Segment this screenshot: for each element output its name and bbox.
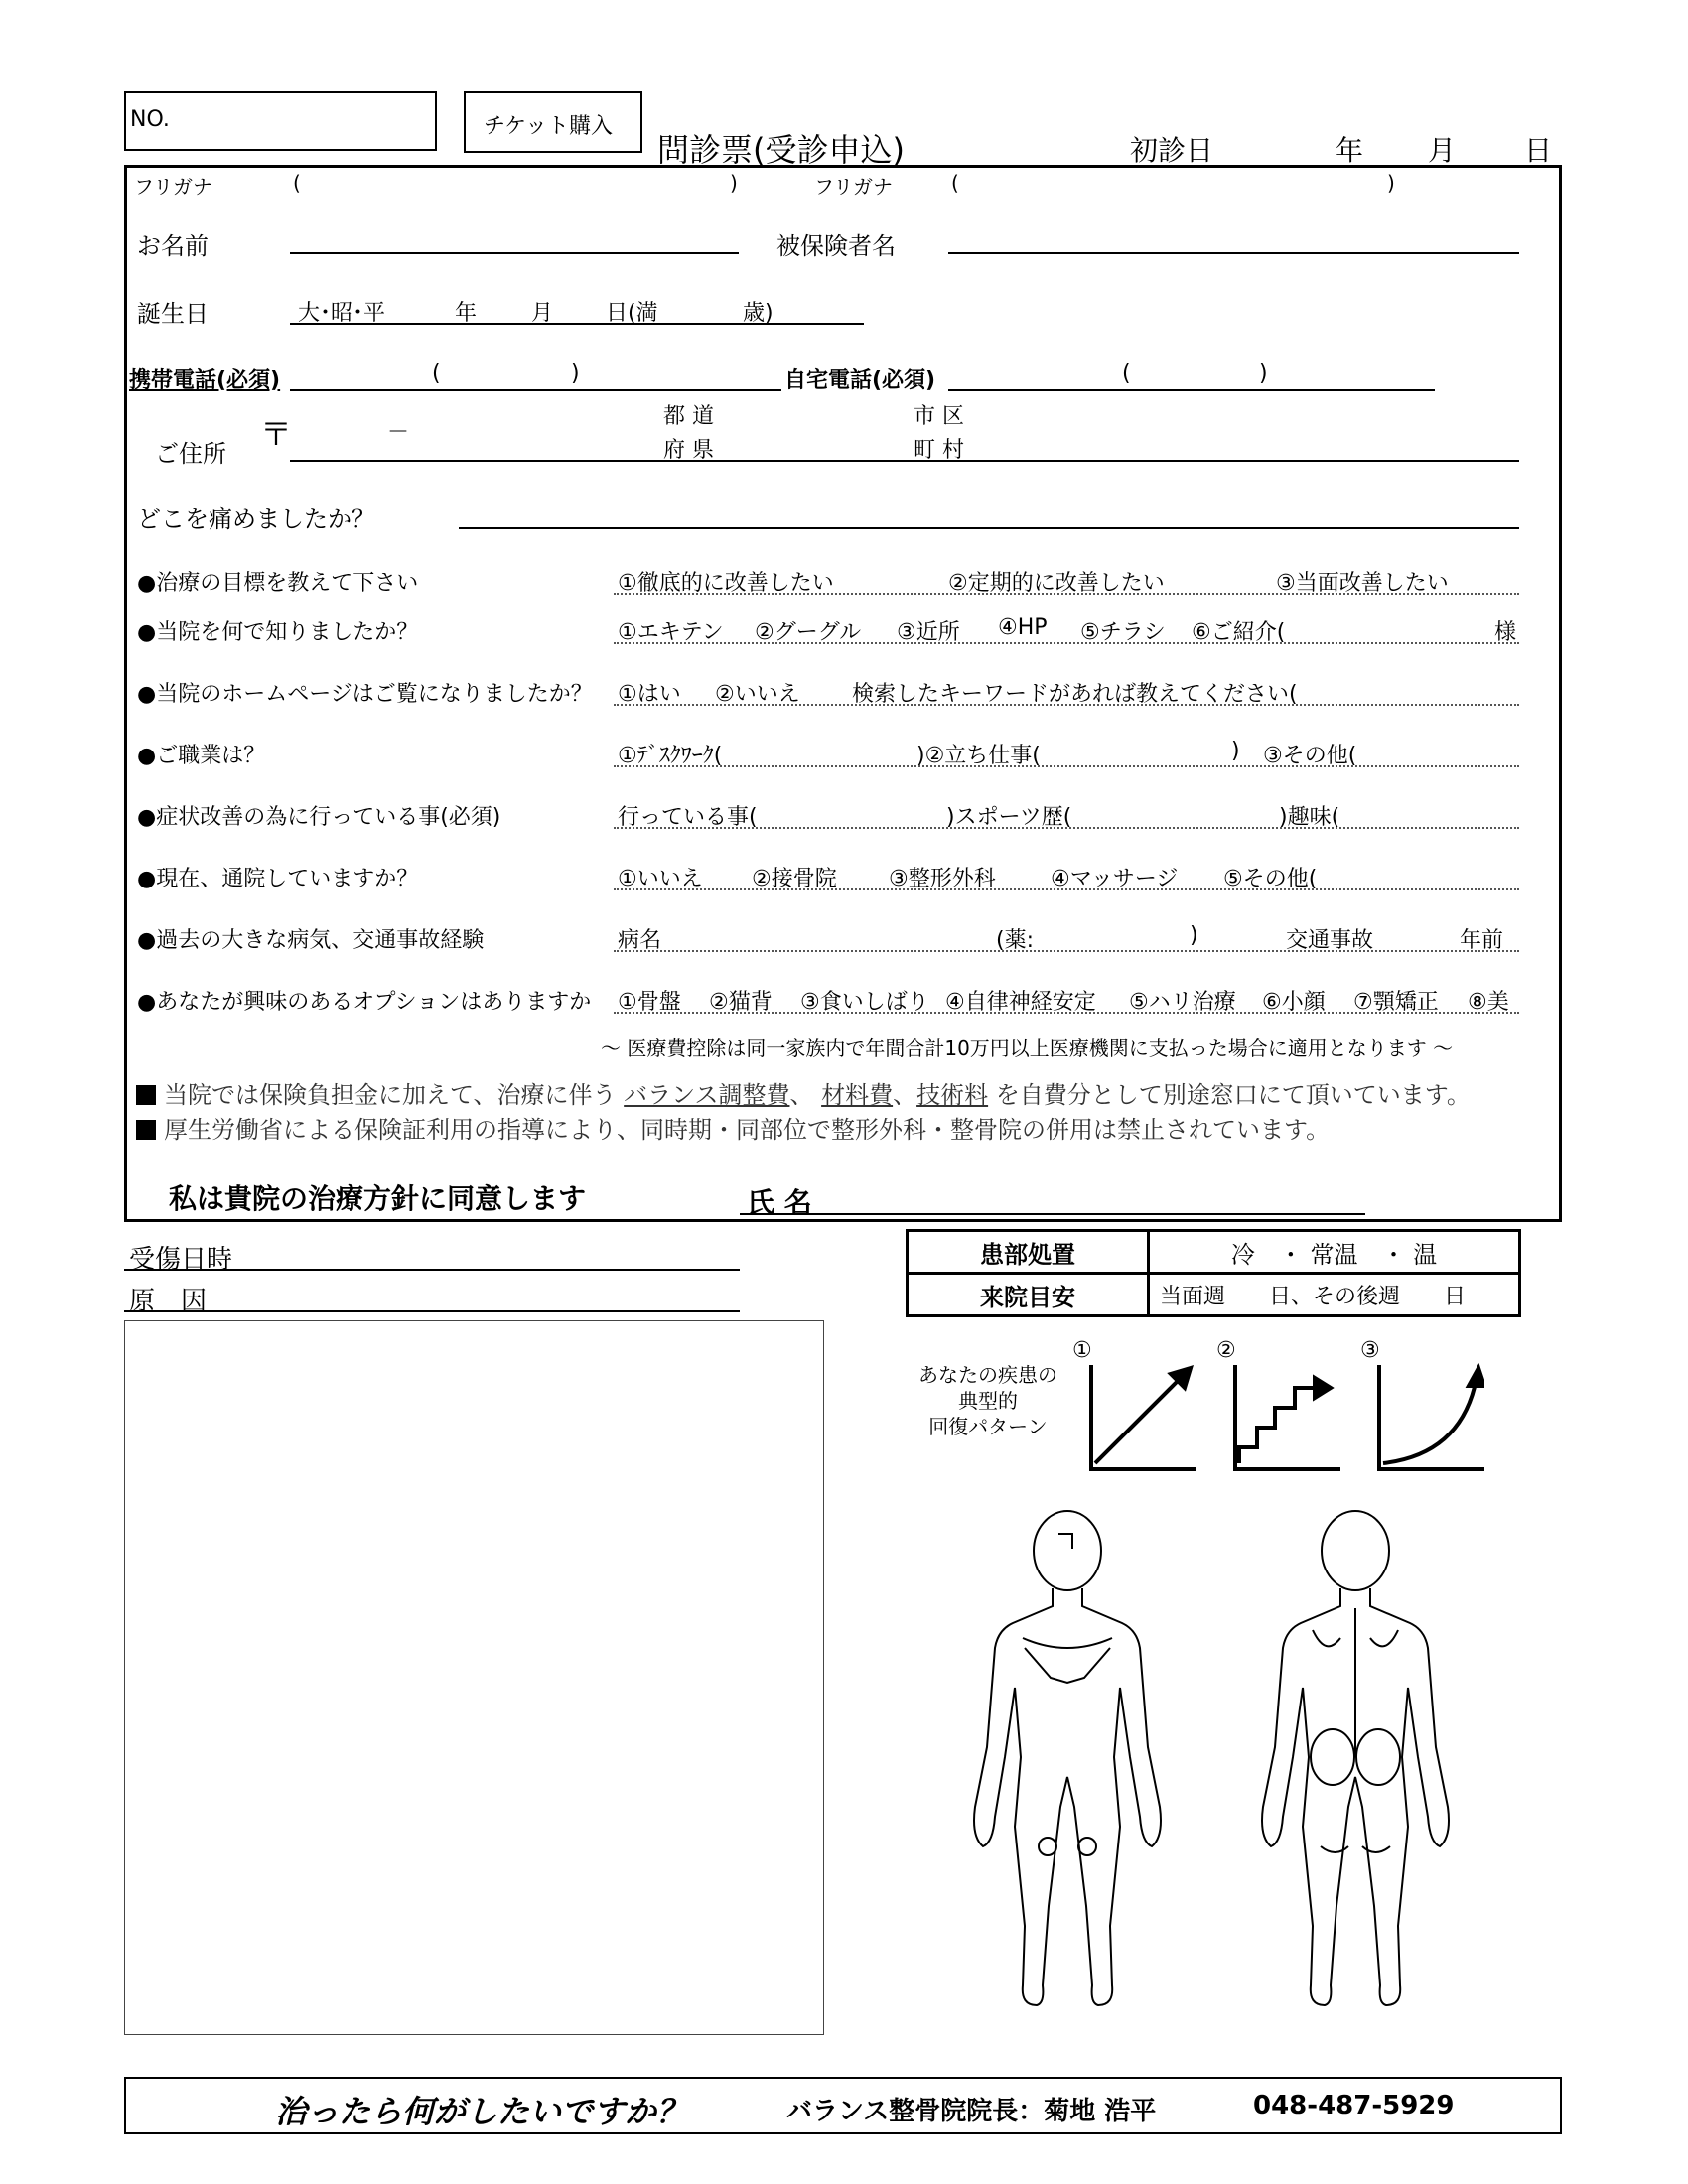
goal-option-3[interactable]: ③当面改善したい	[1276, 571, 1449, 596]
page-title: 問診票(受診申込)	[657, 131, 905, 169]
occupation-paren-close: )	[1231, 739, 1240, 763]
body-front-icon[interactable]	[953, 1509, 1182, 2015]
question-options: ●あなたが興味のあるオプションはありますか	[137, 990, 592, 1015]
insured-input[interactable]	[948, 252, 1519, 254]
treatment-table	[906, 1229, 1521, 1317]
fee-note	[136, 1075, 1471, 1110]
agreement-text: 私は貴院の治療方針に同意します	[169, 1182, 587, 1215]
occupation-dotted-line	[614, 765, 1519, 767]
homepage-option-no[interactable]: ②いいえ	[715, 682, 800, 707]
mobile-paren-close: )	[571, 361, 580, 386]
history-medicine-label: (薬:	[996, 928, 1034, 953]
mobile-paren-open: (	[432, 361, 441, 386]
furigana-paren-close: )	[730, 171, 738, 195]
clinic-dotted-line	[614, 888, 1519, 890]
history-dotted-line[interactable]	[614, 950, 1519, 952]
option-pelvis[interactable]: ①骨盤	[618, 990, 681, 1013]
pattern-caption-line-2: 典型的	[958, 1389, 1018, 1413]
self-care-sports[interactable]: )スポーツ歴(	[946, 805, 1072, 830]
no-label: NO.	[130, 107, 170, 132]
insured-furigana-label: フリガナ	[814, 175, 893, 199]
injury-date-input[interactable]	[124, 1269, 740, 1271]
birth-month: 月	[531, 301, 554, 326]
self-care-activities[interactable]: 行っている事(	[618, 805, 758, 830]
question-current-clinic: ●現在、通院していますか？	[137, 867, 419, 891]
option-acupuncture[interactable]: ⑤ハリ治療	[1129, 990, 1236, 1013]
options-dotted-line	[614, 1012, 1519, 1014]
linear-recovery-icon	[1091, 1365, 1196, 1469]
option-small-face[interactable]: ⑥小顔	[1262, 990, 1326, 1013]
treat-label: 患部処置	[908, 1231, 1149, 1274]
homepage-dotted-line[interactable]	[614, 704, 1519, 706]
history-disease-label: 病名	[618, 928, 662, 953]
ticket-purchase-label: チケット購入	[484, 114, 614, 139]
ministry-note-text: 厚生労働省による保険証利用の指導により、同時期・同部位で整形外科・整骨院の併用は禁止されています。	[164, 1116, 1331, 1144]
occupation-option-other[interactable]: ③その他(	[1263, 744, 1357, 768]
prefecture-bottom: 府 県	[663, 438, 714, 463]
fee-item-material: 材料費	[821, 1081, 894, 1109]
prefecture-top: 都 道	[663, 404, 714, 429]
postal-dash: －	[387, 420, 410, 445]
address-input[interactable]	[290, 460, 1519, 462]
source-option-6[interactable]: ⑥ご紹介(	[1192, 620, 1286, 645]
question-source: ●当院を何で知りましたか？	[137, 620, 419, 645]
goal-option-2[interactable]: ②定期的に改善したい	[948, 571, 1165, 596]
source-option-4[interactable]: ④HP	[998, 615, 1048, 640]
pattern-caption-line-1: あなたの疾患の	[918, 1363, 1057, 1387]
option-posture[interactable]: ②猫背	[709, 990, 773, 1013]
option-beauty[interactable]: ⑧美	[1468, 990, 1509, 1013]
home-phone-input[interactable]	[948, 389, 1435, 391]
pattern-caption-line-3: 回復パターン	[928, 1415, 1048, 1438]
pattern-number-1: ①	[1072, 1338, 1092, 1363]
first-visit-year: 年	[1336, 134, 1364, 167]
homepage-keyword-label: 検索したキーワードがあれば教えてください(	[852, 682, 1298, 707]
birth-label: 誕生日	[137, 300, 209, 328]
where-hurt-input[interactable]	[459, 527, 1519, 529]
goal-dotted-line	[614, 593, 1519, 595]
clinic-option-5[interactable]: ⑤その他(	[1223, 867, 1318, 891]
source-option-3[interactable]: ③近所	[897, 620, 960, 645]
fee-note-post: を自費分として別途窓口にて頂いています。	[995, 1081, 1471, 1109]
option-jaw[interactable]: ⑦顎矯正	[1353, 990, 1439, 1013]
cause-input[interactable]	[124, 1310, 740, 1312]
self-care-dotted-line	[614, 827, 1519, 829]
signature-input[interactable]	[740, 1213, 1365, 1215]
birth-input[interactable]	[290, 323, 864, 325]
source-option-5[interactable]: ⑤チラシ	[1080, 620, 1166, 645]
furigana-label: フリガナ	[134, 175, 212, 199]
birth-era: 大･昭･平	[298, 301, 386, 326]
source-dotted-line	[614, 642, 1519, 644]
mobile-label: 携帯電話(必須)	[129, 368, 281, 393]
where-hurt-label: どこを痛めましたか？	[137, 505, 375, 533]
stepwise-recovery-icon	[1235, 1365, 1340, 1469]
fee-sep-1: 、	[789, 1081, 814, 1109]
clinic-option-3[interactable]: ③整形外科	[889, 867, 996, 891]
city-bottom: 町 村	[914, 438, 964, 463]
fee-item-balance: バランス調整費	[624, 1081, 790, 1109]
square-bullet-icon	[136, 1085, 156, 1105]
home-phone-label: 自宅電話(必須)	[784, 368, 936, 393]
history-years-ago: 年前	[1460, 928, 1504, 953]
first-visit-label: 初診日	[1130, 134, 1214, 167]
body-back-icon[interactable]	[1241, 1509, 1470, 2015]
history-medicine-close: )	[1190, 923, 1198, 948]
fee-item-technical: 技術料	[916, 1081, 989, 1109]
question-self-care: ●症状改善の為に行っている事(必須)	[137, 805, 501, 830]
source-option-1[interactable]: ①エキテン	[618, 620, 724, 645]
square-bullet-icon	[136, 1120, 156, 1140]
pattern-caption	[909, 1362, 1067, 1439]
option-clenching[interactable]: ③食いしばり	[800, 990, 929, 1013]
footer-phone: 048-487-5929	[1253, 2091, 1455, 2120]
birth-age-close: 歳)	[743, 301, 774, 326]
question-goal: ●治療の目標を教えて下さい	[137, 571, 419, 596]
fee-sep-2: 、	[893, 1081, 917, 1109]
insured-furigana-paren-close: )	[1387, 171, 1395, 195]
no-field[interactable]	[124, 91, 437, 151]
cause-label: 原 因	[129, 1287, 208, 1316]
insured-furigana-paren-open: (	[951, 171, 959, 195]
footer-question: 治ったら何がしたいですか？	[275, 2093, 689, 2130]
first-visit-month: 月	[1428, 134, 1457, 167]
visit-value[interactable]: 当面週 日、その後週 日	[1149, 1274, 1520, 1316]
history-accident-label: 交通事故	[1286, 928, 1374, 953]
injury-date-label: 受傷日時	[129, 1245, 233, 1275]
home-paren-open: (	[1122, 361, 1131, 386]
footer-clinic: バランス整骨院院長：菊地 浩平	[786, 2097, 1157, 2126]
question-homepage: ●当院のホームページはご覧になりましたか？	[137, 682, 593, 707]
home-paren-close: )	[1259, 361, 1268, 386]
birth-age-open: 日(満	[606, 301, 658, 326]
postal-mark: 〒	[260, 415, 293, 453]
treat-options[interactable]: 冷 ・ 常温 ・ 温	[1149, 1231, 1520, 1274]
goal-option-1[interactable]: ①徹底的に改善したい	[618, 571, 834, 596]
signature-label: 氏 名	[747, 1186, 812, 1219]
homepage-option-yes[interactable]: ①はい	[618, 682, 681, 707]
source-honorific: 様	[1494, 620, 1517, 645]
birth-year: 年	[455, 301, 478, 326]
source-option-2[interactable]: ②グーグル	[755, 620, 862, 645]
fee-note-pre: 当院では保険負担金に加えて、治療に伴う	[164, 1081, 617, 1109]
recovery-pattern-graphs	[1087, 1360, 1484, 1474]
options-row	[614, 981, 1519, 1013]
notes-area[interactable]	[124, 1320, 824, 2035]
name-input[interactable]	[290, 252, 739, 254]
furigana-paren-open: (	[293, 171, 301, 195]
insured-label: 被保険者名	[776, 232, 896, 260]
question-history: ●過去の大きな病気、交通事故経験	[137, 928, 485, 953]
name-label: お名前	[137, 232, 209, 260]
first-visit-day: 日	[1524, 134, 1553, 167]
footer-box	[124, 2077, 1562, 2134]
visit-label: 来院目安	[908, 1274, 1149, 1316]
exponential-recovery-icon	[1379, 1365, 1484, 1469]
ticket-purchase-button[interactable]	[464, 91, 642, 153]
mobile-input[interactable]	[290, 389, 781, 391]
address-label: ご住所	[155, 440, 226, 468]
occupation-option-desk[interactable]: ①ﾃﾞｽｸﾜｰｸ(	[618, 744, 723, 768]
clinic-option-4[interactable]: ④マッサージ	[1051, 867, 1179, 891]
self-care-hobby[interactable]: )趣味(	[1279, 805, 1340, 830]
ministry-note	[136, 1110, 1330, 1145]
pattern-number-3: ③	[1360, 1338, 1380, 1363]
city-top: 市 区	[914, 404, 964, 429]
clinic-option-2[interactable]: ②接骨院	[752, 867, 837, 891]
clinic-option-1[interactable]: ①いいえ	[618, 867, 703, 891]
question-occupation: ●ご職業は？	[137, 744, 266, 768]
occupation-option-standing[interactable]: )②立ち仕事(	[916, 744, 1041, 768]
option-autonomic[interactable]: ④自律神経安定	[945, 990, 1096, 1013]
pattern-number-2: ②	[1216, 1338, 1236, 1363]
deduction-note: ～ 医療費控除は同一家族内で年間合計10万円以上医療機関に支払った場合に適用となります ～	[601, 1036, 1454, 1060]
